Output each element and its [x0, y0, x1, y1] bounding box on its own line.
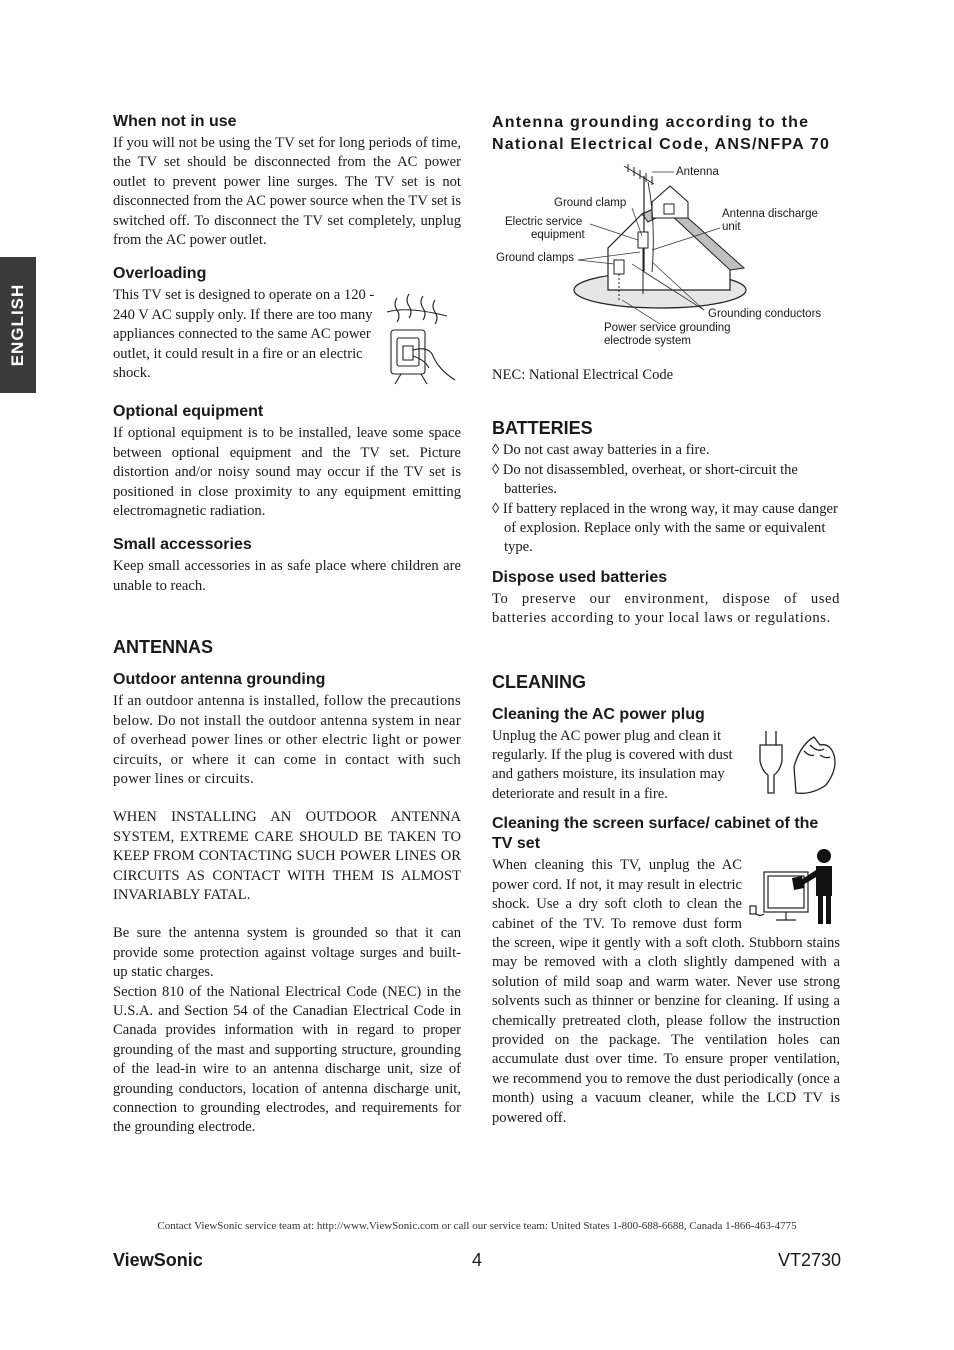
language-tab [0, 257, 36, 393]
cleaning-screen-body: When cleaning this TV, unplug the AC power cord. If not, it may result in electric shock. Use a dry soft cloth to clean the cabinet of the TV. To remove dust form the screen, wipe it gently with a soft cloth. Stubborn stains may be removed with a cloth slightly dampened with a solution of mild soap and warm water. Never use strong solvents such as thinner or benzine for cleaning. If using a chemically pretreated cloth, please follow the instruction provided on the package. The ventilation holes can accumulate dust over time. To ensure proper ventilation, we recommend you to remove the dust periodically (once a month) using a vacuum cleaner, while the LCD TV is powered off. [492, 857, 840, 1126]
small-accessories-body: Keep small accessories in as safe place where children are unable to reach. [113, 558, 461, 594]
label-antenna-discharge-2: unit [722, 221, 741, 233]
label-antenna-discharge-1: Antenna discharge [722, 208, 818, 220]
language-tab-label: ENGLISH [8, 283, 27, 367]
plug-cleaning-icon [750, 727, 840, 799]
battery-item: ◊ Do not disassembled, overheat, or short-circuit the batteries. [492, 461, 798, 498]
antenna-grounding-diagram [492, 162, 840, 362]
antennas-heading: ANTENNAS [113, 637, 214, 658]
small-accessories-heading: Small accessories [113, 536, 252, 554]
left-column [113, 112, 461, 1138]
person-body [816, 866, 832, 896]
model-number: VT2730 [777, 1250, 841, 1270]
label-grounding-conductors: Grounding conductors [708, 308, 822, 320]
label-electric-service-2: equipment [531, 229, 585, 241]
person-cleaning-tv-icon [748, 848, 840, 928]
dispose-batteries-heading: Dispose used batteries [492, 568, 668, 586]
batteries-list [492, 441, 840, 557]
cleaning-plug-section [492, 727, 840, 805]
right-column [492, 112, 840, 1128]
when-not-in-use-heading: When not in use [113, 113, 237, 130]
dispose-batteries-body: To preserve our environment, dispose of used batteries according to your local laws or regulations. [492, 590, 840, 627]
outdoor-antenna-grounding-heading: Outdoor antenna grounding [113, 671, 326, 689]
label-ground-clamps: Ground clamps [496, 252, 574, 264]
optional-equipment-body: If optional equipment is to be installed, leave some space between optional equipment and the TV set. Picture distortion and/or noisy sound may occur if the TV set is positioned in close proximity to any equipment emitting electromagnetic radiation. [113, 425, 461, 520]
service-equipment-box [638, 232, 648, 248]
cleaning-screen-section [492, 856, 840, 1128]
cleaning-plug-heading: Cleaning the AC power plug [492, 705, 705, 723]
page-number: 4 [471, 1250, 482, 1270]
label-power-service-2: electrode system [604, 335, 691, 347]
label-ground-clamp: Ground clamp [554, 197, 627, 209]
cleaning-heading: CLEANING [492, 671, 586, 692]
overloading-heading: Overloading [113, 265, 207, 283]
label-antenna: Antenna [676, 166, 719, 178]
batteries-heading: BATTERIES [492, 418, 593, 439]
antenna-elements [624, 164, 654, 185]
antennas-para-1: If an outdoor antenna is installed, follow the precautions below. Do not install the outdoor antenna system in near of overhead power lines or other electric light or power circuits, or where it can come in contact with such power lines or circuits. [113, 693, 461, 787]
dormer-window [664, 204, 674, 214]
nec-note: NEC: National Electrical Code [492, 367, 674, 383]
battery-item: ◊ If battery replaced in the wrong way, it may cause danger of explosion. Replace only with the same or equivalent type. [492, 500, 838, 556]
antennas-para-2: WHEN INSTALLING AN OUTDOOR ANTENNA SYSTEM, EXTREME CARE SHOULD BE TAKEN TO KEEP FROM CONTACTING SUCH POWER LINES OR CIRCUITS AS CONTACT WITH THEM IS ALMOST INVARIABLY FATAL. [113, 809, 461, 903]
person-head [817, 849, 831, 863]
cleaning-plug-body: Unplug the AC power plug and clean it regularly. If the plug is covered with dust and gathers moisture, its insulation may deteriorate and result in a fire. [492, 727, 733, 802]
antenna-grounding-heading: Antenna grounding according to the National Electrical Code, ANS/NFPA 70 [492, 114, 831, 153]
when-not-in-use-body: If you will not be using the TV set for long periods of time, the TV set should be disconnected from the AC power outlet to prevent power line surges. The TV set is not disconnected from the AC power source when the TV set is switched off. To disconnect the TV set completely, unplug from the AC power outlet. [113, 135, 461, 249]
page-footer [113, 1250, 841, 1274]
overloading-body: This TV set is designed to operate on a 120 - 240 V AC supply only. If there are too many appliances connected to the same AC power outlet, it could result in a fire or an electric shock. [113, 287, 375, 382]
optional-equipment-heading: Optional equipment [113, 403, 264, 421]
ground-clamp-box [614, 260, 624, 274]
battery-item: ◊ Do not cast away batteries in a fire. [492, 442, 710, 459]
antennas-para-4: Section 810 of the National Electrical Code (NEC) in the U.S.A. and Section 54 of the Canadian Electrical Code in Canada provides information with in regard to proper grounding of the mast and supporting structure, grounding of the lead-in wire to an antenna discharge unit, size of grounding conductors, location of antenna discharge unit, connection to grounding electrodes, and requirements for the grounding electrode. [113, 983, 461, 1136]
antennas-para-3: Be sure the antenna system is grounded so that it can provide some protection against voltage surges and built-up static charges. [113, 925, 461, 981]
overloaded-outlet-icon [383, 290, 461, 386]
cleaning-screen-heading: Cleaning the screen surface/ cabinet of the TV set [492, 815, 819, 853]
brand-name: ViewSonic [113, 1250, 203, 1270]
label-electric-service-1: Electric service [505, 216, 583, 228]
label-power-service-1: Power service grounding [604, 322, 731, 334]
service-contact: Contact ViewSonic service team at: http://www.ViewSonic.com or call our service team: United States 1-800-688-6688, Canada 1-866-463-4775 [157, 1220, 797, 1232]
overloading-section [113, 286, 461, 386]
